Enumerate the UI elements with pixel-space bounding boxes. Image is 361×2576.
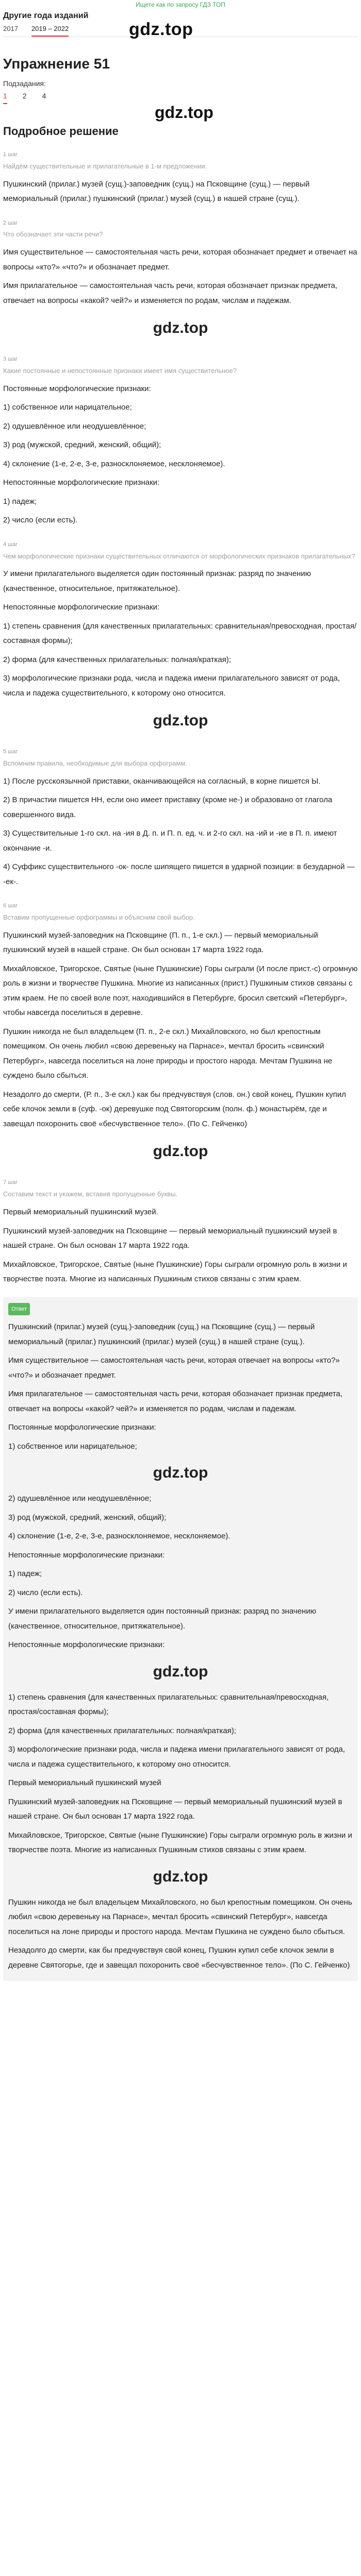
edition-2017[interactable]: 2017 (3, 25, 18, 32)
solution-title: Подробное решение (3, 125, 119, 138)
step-question: Вставим пропущенные орфограммы и объясним свой выбор. (3, 913, 195, 922)
step-text: Имя существительное — самостоятельная часть речи, которая обозначает предмет и отвечает на вопросы «кто?» «что?» и обозначает предмет. (3, 248, 357, 272)
answer-text: Непостоянные морфологические признаки: (8, 1640, 165, 1650)
subtask-4[interactable]: 4 (42, 92, 46, 100)
brand-logo[interactable]: gdz.top (129, 20, 193, 39)
answer-content (8, 1320, 353, 1973)
step-label: 6 шаг (3, 903, 18, 909)
step-text: Михайловское, Тригорское, Святые (ныне Пушкинские) Горы сыграли огромную роль в жизни и творчестве поэта. Многие из написанных Пушкиным стихов связаны с этим краем. (3, 1260, 347, 1284)
step-text: 3) Существительные 1-го скл. на -ия в Д. п. и П. п. ед. ч. и 2-го скл. на -ий и -ие в П. п. имеют окончание -и. (3, 829, 337, 853)
step-text: Пушкин никогда не был владельцем (П. п., 2-е скл.) Михайловского, но был крепостным помещиком. Он очень любил «свою деревеньку на Парнасе», мечтал бросить «свинский Петербург», навсегда поселиться на лоне природы и простого народа. Мечтам Пушкина не суждено было сбыться. (3, 1027, 333, 1080)
step-text: 1) собственное или нарицательное; (3, 403, 132, 412)
answer-text: Первый мемориальный пушкинский музей (8, 1778, 161, 1788)
step-label: 1 шаг (3, 151, 18, 158)
watermark-brand: gdz.top (153, 1663, 208, 1680)
other-editions-title: Другие года изданий (3, 11, 89, 20)
answer-text: 1) собственное или нарицательное; (8, 1442, 137, 1451)
step-text: 1) После русскоязычной приставки, оканчивающейся на согласный, в корне пишется Ы. (3, 776, 321, 786)
step-text: Непостоянные морфологические признаки: (3, 603, 160, 612)
step-text: 2) число (если есть). (3, 516, 78, 525)
step-text: Пушкинский музей-заповедник на Псковщине (П. п., 1-е скл.) — первый мемориальный пушкинский музей в нашей стране. Он был основан 17 марта 1922 года. (3, 930, 318, 955)
exercise-title: Упражнение 51 (3, 56, 110, 72)
answer-text: 3) морфологические признаки рода, числа и падежа имени прилагательного зависят от рода, числа и падежа существительного, к которому оно относится. (8, 1745, 345, 1769)
watermark-brand: gdz.top (155, 103, 214, 122)
edition-2019-2022[interactable]: 2019 – 2022 (31, 25, 69, 37)
answer-text: У имени прилагательного выделяется один постоянный признак: разряд по значению (качественное, относительное, притяжательное). (8, 1607, 316, 1631)
answer-text: Михайловское, Тригорское, Святые (ныне Пушкинские) Горы сыграли огромную роль в жизни и творчестве поэта. Многие из написанных Пушкиным стихов связаны с этим краем. (8, 1831, 352, 1855)
step-text: 2) форма (для качественных прилагательных: полная/краткая); (3, 655, 231, 664)
subtask-1[interactable]: 1 (3, 92, 7, 104)
watermark-brand: gdz.top (153, 1143, 208, 1160)
step-text: 3) род (мужской, средний, женский, общий); (3, 440, 161, 450)
subtask-2[interactable]: 2 (22, 92, 27, 100)
step-text: Первый мемориальный пушкинский музей. (3, 1208, 158, 1217)
answer-text: 4) склонение (1-е, 2-е, 3-е, разносклоняемое, несклоняемое). (8, 1532, 231, 1541)
step-text: Непостоянные морфологические признаки: (3, 478, 160, 487)
step-text: 2) одушевлённое или неодушевлённое; (3, 421, 146, 431)
answer-text: Постоянные морфологические признаки: (8, 1423, 156, 1432)
step-text: 4) склонение (1-е, 2-е, 3-е, разносклоняемое, несклоняемое). (3, 459, 225, 468)
solution-content (0, 149, 361, 1287)
subtasks-label: Подзадания: (3, 79, 46, 88)
step-text: 3) морфологические признаки рода, числа и падежа имени прилагательного зависят от рода, числа и падежа существительного, к которому оно относится. (3, 674, 340, 698)
step-question: Найдём существительные и прилагательные в 1-м предложении. (3, 162, 207, 170)
answer-badge: Ответ (8, 1303, 30, 1316)
step-text: Пушкинский музей-заповедник на Псковщине — первый мемориальный пушкинский музей в нашей стране. Он был основан 17 марта 1922 года. (3, 1226, 337, 1250)
answer-text: 2) форма (для качественных прилагательных: полная/краткая); (8, 1726, 236, 1735)
answer-text: 3) род (мужской, средний, женский, общий); (8, 1513, 167, 1522)
step-question: Что обозначает эти части речи? (3, 230, 103, 239)
subtask-pager (3, 92, 358, 104)
answer-text: Имя прилагательное — самостоятельная часть речи, которая обозначает признак предмета, отвечает на вопросы «какой? чей?» и изменяется по родам, числам и падежам. (8, 1389, 343, 1413)
answer-text: 1) падеж; (8, 1569, 42, 1579)
answer-text: Пушкинский (прилаг.) музей (сущ.)-заповедник (сущ.) на Псковщине (сущ.) — первый мемориальный (прилаг.) пушкинский (прилаг.) музей (сущ.) в нашей стране (сущ.). (8, 1323, 315, 1346)
step-text: 2) В причастии пишется НН, если оно имеет приставку (кроме не-) и образовано от глагола совершенного вида. (3, 795, 333, 819)
step-label: 5 шаг (3, 749, 18, 755)
top-ad-link[interactable]: Ищете как по запросу ГДЗ ТОП (136, 1, 225, 8)
step-text: У имени прилагательного выделяется один постоянный признак: разряд по значению (качественное, относительное, притяжательное). (3, 569, 311, 593)
step-text: 1) степень сравнения (для качественных прилагательных: сравнительная/превосходная, простая/составная формы); (3, 621, 357, 646)
step-text: 1) падеж; (3, 497, 37, 506)
step-question: Составим текст и укажем, вставив пропущенные буквы. (3, 1190, 178, 1198)
step-text: Имя прилагательное — самостоятельная часть речи, которая обозначает признак предмета, отвечает на вопросы «какой? чей?» и изменяется по родам, числам и падежам. (3, 281, 338, 305)
step-label: 7 шаг (3, 1179, 18, 1186)
watermark-brand: gdz.top (153, 1868, 208, 1885)
answer-block (3, 1297, 358, 1981)
step-question: Чем морфологические признаки существительных отличаются от морфологических признаков прилагательных? (3, 552, 355, 560)
step-text: 4) Суффикс существительного -ок- после шипящего пишется в ударной позиции: в безударной — -ек-. (3, 862, 355, 886)
watermark-brand: gdz.top (153, 319, 208, 337)
step-text: Незадолго до смерти, (Р. п., 3-е скл.) как бы предчувствуя (слов. он.) свой конец, Пушкин купил себе клочок земли в (суф. -ок) деревушке под Святогорским (полн. ф.) монастырём, где и завещал похоронить своё «бесчувственное тело». (По С. Гейченко) (3, 1090, 347, 1128)
answer-text: 2) одушевлённое или неодушевлённое; (8, 1494, 152, 1503)
step-text: Постоянные морфологические признаки: (3, 384, 151, 393)
answer-text: Непостоянные морфологические признаки: (8, 1550, 165, 1560)
step-question: Вспомним правила, необходимые для выбора орфограмм. (3, 759, 187, 768)
answer-text: Пушкинский музей-заповедник на Псковщине — первый мемориальный пушкинский музей в нашей стране. Он был основан 17 марта 1922 года. (8, 1797, 342, 1821)
answer-text: Пушкин никогда не был владельцем Михайловского, но был крепостным помещиком. Он очень любил «свою деревеньку на Парнасе», мечтал бросить «свинский Петербург», навсегда поселиться на лоне природы и простого народа. Мечтам Пушкина не суждено было сбыться. (8, 1897, 352, 1936)
step-text: Михайловское, Тригорское, Святые (ныне Пушкинские) Горы сыграли (И после прист.-с) огромную роль в жизни и творчестве Пушкина. Многие из написанных (прист.) Пушкиным стихов связаны с этим краем. Не по своей воле поэт, находившийся в Петербурге, бросил светский «Петербург», чтобы навсегда поселиться в деревне. (3, 964, 358, 1018)
answer-text: 2) число (если есть). (8, 1588, 83, 1597)
header (0, 11, 361, 37)
answer-text: 1) степень сравнения (для качественных прилагательных: сравнительная/превосходная, простая/составная формы); (8, 1692, 329, 1717)
step-label: 3 шаг (3, 356, 18, 363)
step-label: 4 шаг (3, 541, 18, 548)
step-label: 2 шаг (3, 219, 18, 226)
step-question: Какие постоянные и непостоянные признаки имеет имя существительное? (3, 367, 237, 375)
watermark-brand: gdz.top (153, 712, 208, 730)
answer-text: Имя существительное — самостоятельная часть речи, которая отвечает на вопросы «кто?» «что?» и обозначает предмет. (8, 1356, 340, 1380)
answer-text: Незадолго до смерти, как бы предчувствуя свой конец, Пушкин купил себе клочок земли в деревне Святогорье, где и завещал похоронить своё «бесчувственное тело». (По С. Гейченко) (8, 1946, 350, 1970)
watermark-brand: gdz.top (153, 1464, 208, 1482)
step-text: Пушкинский (прилаг.) музей (сущ.)-заповедник (сущ.) на Псковщине (сущ.) — первый мемориальный (прилаг.) пушкинский (прилаг.) музей (сущ.) в нашей стране (сущ.). (3, 179, 310, 204)
